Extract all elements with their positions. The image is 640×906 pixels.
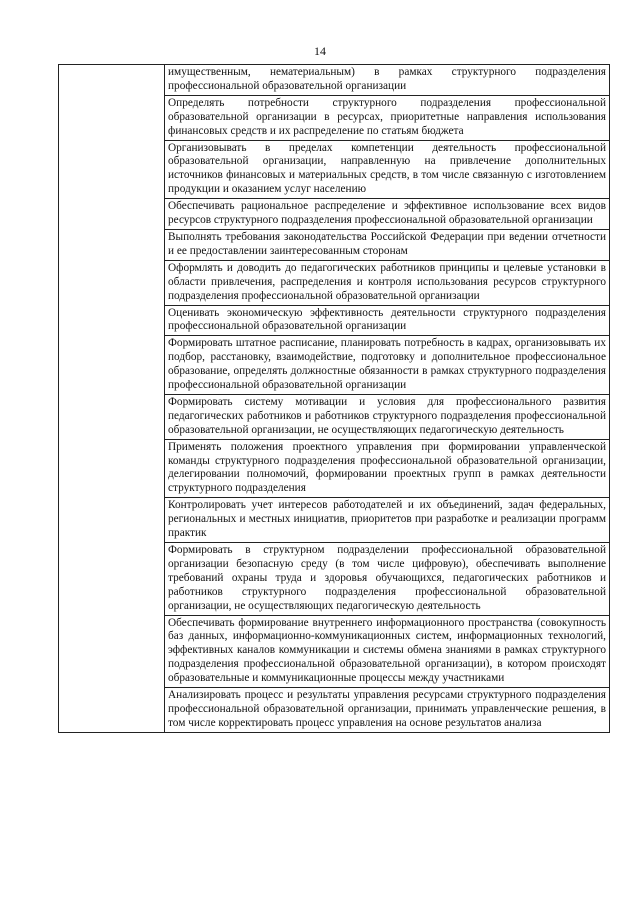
table-row: Формировать в структурном подразделении профессиональной образовательной организации безопасную среду (в том числе цифровую), обеспечивать выполнение требований охраны труда и здоровья обучающихся, педагогических работников и работников структурного подразделения профессиональной образовательной организации, не осуществляющих педагогическую деятельность <box>165 542 609 615</box>
skills-table <box>58 64 610 733</box>
table-row: Организовывать в пределах компетенции деятельность профессиональной образовательной организации, направленную на привлечение дополнительных источников финансовых и материальных средств, в том числе связанную с изготовлением продукции и оказанием услуг населению <box>165 140 609 199</box>
table-row: Оценивать экономическую эффективность деятельности структурного подразделения профессиональной образовательной организации <box>165 305 609 336</box>
table-row: Формировать штатное расписание, планировать потребность в кадрах, организовывать их подбор, расстановку, взаимодействие, подготовку и дополнительное профессиональное образование, определять должностные обязанности в рамках структурного подразделения профессиональной образовательной организации <box>165 335 609 394</box>
table-row: Анализировать процесс и результаты управления ресурсами структурного подразделения профессиональной образовательной организации, принимать управленческие решения, в том числе корректировать процесс управления на основе результатов анализа <box>165 687 609 732</box>
table-row: Определять потребности структурного подразделения профессиональной образовательной организации в ресурсах, приоритетные направления использования финансовых средств и их распределение по статьям бюджета <box>165 95 609 140</box>
table-row: Применять положения проектного управления при формировании управленческой команды структурного подразделения профессиональной образовательной организации, делегировании полномочий, формировании проектных групп в рамках деятельности структурного подразделения <box>165 439 609 498</box>
table-row: Обеспечивать рациональное распределение и эффективное использование всех видов ресурсов структурного подразделения профессиональной образовательной организации <box>165 198 609 229</box>
table-row: имущественным, нематериальным) в рамках структурного подразделения профессиональной образовательной организации <box>168 66 606 92</box>
table-row: Выполнять требования законодательства Российской Федерации при ведении отчетности и ее предоставлении заинтересованным сторонам <box>165 229 609 260</box>
table-row: Контролировать учет интересов работодателей и их объединений, задач федеральных, региональных и местных инициатив, приоритетов при разработке и реализации программ практик <box>165 497 609 542</box>
table-left-column <box>59 65 165 732</box>
table-row: Обеспечивать формирование внутреннего информационного пространства (совокупность баз данных, информационно-коммуникационных систем, информационных технологий, эффективных каналов коммуникации и системы обмена знаниями в рамках структурного подразделения профессиональной образовательной организации), в котором происходят образовательные и коммуникационные процессы между участниками <box>165 615 609 688</box>
table-row: Формировать систему мотивации и условия для профессионального развития педагогических работников и работников структурного подразделения профессиональной образовательной организации, не осуществляющих педагогическую деятельность <box>165 394 609 439</box>
table-row: Оформлять и доводить до педагогических работников принципы и целевые установки в области привлечения, распределения и контроля использования ресурсов структурного подразделения профессиональной образовательной организации <box>165 260 609 305</box>
page-number: 14 <box>314 44 326 58</box>
table-right-column <box>165 65 609 732</box>
